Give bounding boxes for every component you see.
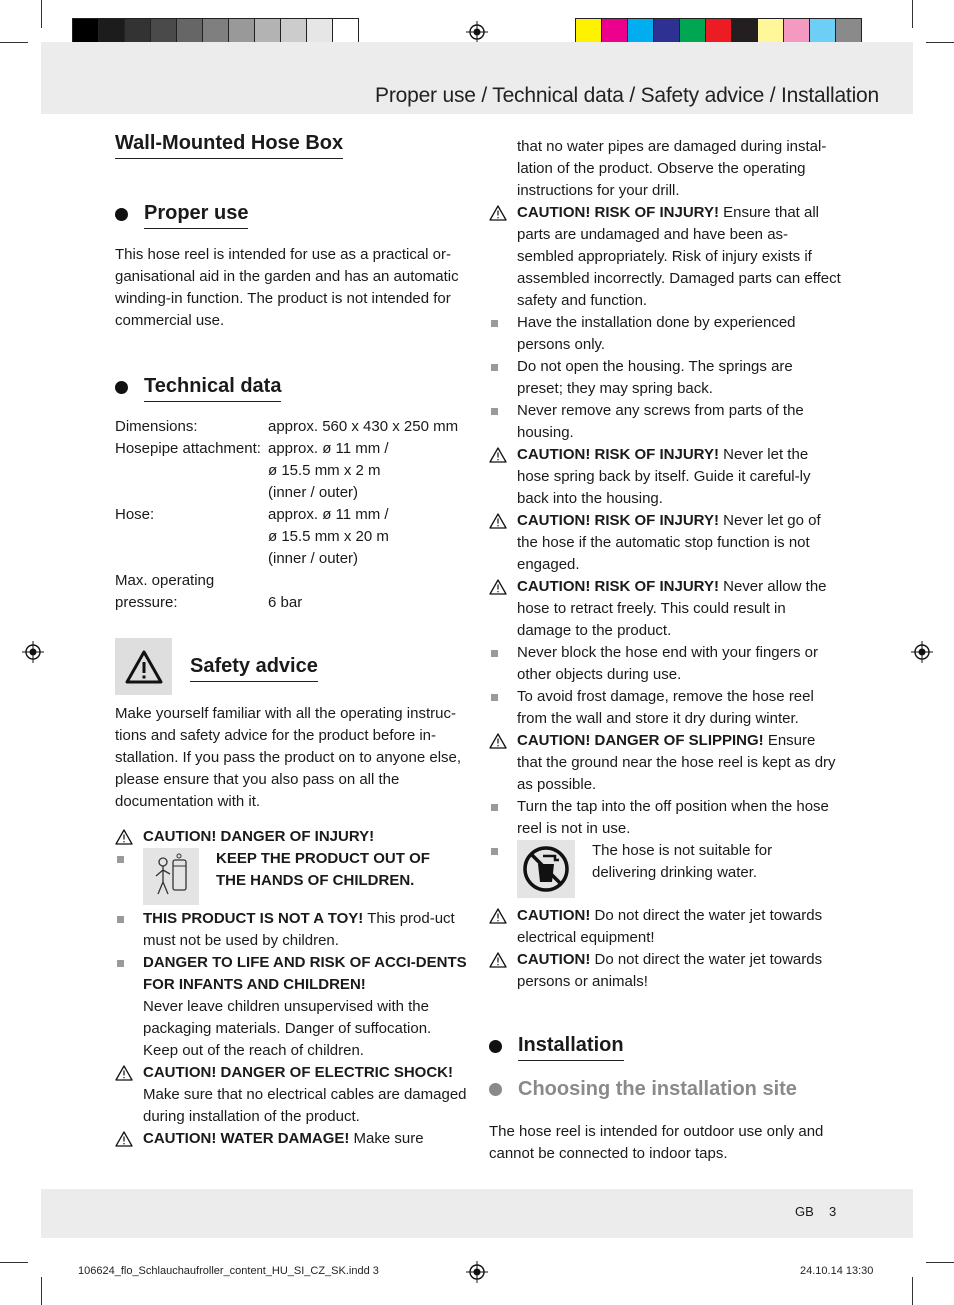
caution-persons-text: Do not direct the water jet towards persons or animals! xyxy=(517,951,823,990)
water-damage-warning xyxy=(115,1128,467,1150)
item-text: Do not open the housing. The springs are preset; they may spring back. xyxy=(517,358,793,397)
tech-value: approx. ø 11 mm / xyxy=(268,440,389,457)
list-square-icon xyxy=(491,694,498,701)
technical-data-title: Technical data xyxy=(144,372,281,402)
warning-triangle-icon xyxy=(115,826,133,848)
list-square-icon xyxy=(491,320,498,327)
slug-filename: 106624_flo_Schlauchaufroller_content_HU_SI_CZ_SK.indd 3 xyxy=(78,1265,379,1277)
tech-value: (inner / outer) xyxy=(268,484,359,501)
warning-triangle-icon xyxy=(115,1128,133,1150)
warning-triangle-icon xyxy=(489,510,507,532)
caution-electrical-warning xyxy=(489,905,841,949)
tech-value: approx. ø 11 mm / xyxy=(268,506,389,523)
warning-item xyxy=(489,510,841,576)
registration-mark-icon xyxy=(466,1261,488,1283)
crop-mark xyxy=(0,1262,28,1263)
item-text: Never allow the hose to retract freely. This could result in damage to the product. xyxy=(517,578,827,639)
crop-mark xyxy=(912,1277,913,1305)
installation-heading xyxy=(489,1031,841,1061)
safety-advice-title: Safety advice xyxy=(190,652,318,682)
technical-data-heading xyxy=(115,372,467,402)
warning-bold: CAUTION! DANGER OF SLIPPING! xyxy=(517,732,764,749)
tech-value: 6 bar xyxy=(268,594,303,611)
list-item xyxy=(489,400,841,444)
list-square-icon xyxy=(117,856,124,863)
caution-persons-warning xyxy=(489,949,841,993)
crop-mark xyxy=(41,1277,42,1305)
tech-label: Max. operating xyxy=(115,572,215,589)
right-items-list xyxy=(489,202,841,840)
tech-label: Hose: xyxy=(115,506,155,523)
list-square-icon xyxy=(491,408,498,415)
child-warning-icon xyxy=(143,848,199,905)
electric-shock-warning xyxy=(115,1062,467,1128)
caution-persons-bold: CAUTION! xyxy=(517,951,591,968)
crop-mark xyxy=(926,42,954,43)
list-square-icon xyxy=(491,650,498,657)
section-bullet-icon xyxy=(489,1040,502,1053)
item-text: Never let the hose spring back by itself. Guide it careful-ly back into the housing. xyxy=(517,446,811,507)
tech-label xyxy=(115,548,268,570)
water-bold: CAUTION! WATER DAMAGE! xyxy=(143,1130,350,1147)
caution-electrical-bold: CAUTION! xyxy=(517,907,591,924)
tech-value xyxy=(268,570,468,592)
list-square-icon xyxy=(491,364,498,371)
page-number: 3 xyxy=(829,1204,837,1219)
installation-site-heading xyxy=(489,1075,841,1104)
installation-site-title: Choosing the installation site xyxy=(518,1078,797,1100)
water-text: Make sure xyxy=(349,1130,424,1147)
tech-value: (inner / outer) xyxy=(268,550,359,567)
installation-title: Installation xyxy=(518,1031,624,1061)
crop-mark xyxy=(926,1262,954,1263)
item-text: Never let go of the hose if the automatic stop function is not engaged. xyxy=(517,512,821,573)
continued-text: that no water pipes are damaged during instal-lation of the product. Observe the operating instructions for your drill. xyxy=(517,138,827,199)
technical-data-table xyxy=(115,416,467,614)
danger-injury-warning xyxy=(115,826,467,848)
safety-advice-heading xyxy=(115,638,467,695)
tech-label: pressure: xyxy=(115,594,178,611)
item-text: Ensure that all parts are undamaged and have been as-sembled appropriately. Risk of injury exists if assembled incorrectly. Damaged parts can effect safety and function. xyxy=(517,204,841,309)
warning-triangle-icon xyxy=(489,905,507,927)
item-text: Never block the hose end with your fingers or other objects during use. xyxy=(517,644,818,683)
slug-date: 24.10.14 13:30 xyxy=(800,1265,874,1277)
proper-use-title: Proper use xyxy=(144,199,248,229)
warning-item xyxy=(489,730,841,796)
crop-mark xyxy=(41,0,42,28)
page-header-title: Proper use / Technical data / Safety advice / Installation xyxy=(375,84,879,107)
left-column xyxy=(115,130,467,1150)
warning-triangle-icon xyxy=(489,202,507,224)
list-square-icon xyxy=(491,848,498,855)
crop-mark xyxy=(0,42,28,43)
warning-bold: CAUTION! RISK OF INJURY! xyxy=(517,578,719,595)
keep-out-of-children-item xyxy=(115,848,467,905)
electric-text: Make sure that no electrical cables are damaged during installation of the product. xyxy=(143,1086,467,1125)
section-bullet-icon xyxy=(115,208,128,221)
item-text: Ensure that the ground near the hose reel is kept as dry as possible. xyxy=(517,732,836,793)
warning-triangle-icon xyxy=(489,444,507,466)
list-item xyxy=(489,686,841,730)
drinking-water-item xyxy=(489,840,841,898)
warning-item xyxy=(489,444,841,510)
warning-item xyxy=(489,202,841,312)
item-text: Turn the tap into the off position when the hose reel is not in use. xyxy=(517,798,829,837)
warning-triangle-icon xyxy=(489,730,507,752)
warning-bold: CAUTION! RISK OF INJURY! xyxy=(517,512,719,529)
safety-intro-text: Make yourself familiar with all the operating instruc-tions and safety advice for the product before in-stallation. If you pass the product on to anyone else, please ensure that you also pass on all the documentation with it. xyxy=(115,705,462,810)
footer-band xyxy=(41,1189,913,1238)
warning-bold: CAUTION! RISK OF INJURY! xyxy=(517,204,719,221)
drinking-water-text: The hose is not suitable for delivering drinking water. xyxy=(592,842,773,881)
danger-life-bold: DANGER TO LIFE AND RISK OF ACCI-DENTS FOR INFANTS AND CHILDREN! xyxy=(143,954,467,993)
list-item xyxy=(489,356,841,400)
tech-value: ø 15.5 mm x 20 m xyxy=(268,528,389,545)
list-item xyxy=(489,796,841,840)
crop-mark xyxy=(912,0,913,28)
danger-life-text: Never leave children unsupervised with the packaging materials. Danger of suffocation. Keep out of the reach of children. xyxy=(143,998,432,1059)
warning-triangle-icon xyxy=(489,949,507,971)
tech-label xyxy=(115,460,268,482)
item-text: To avoid frost damage, remove the hose reel from the wall and store it dry during winter. xyxy=(517,688,814,727)
keep-out-label: KEEP THE PRODUCT OUT OF THE HANDS OF CHILDREN. xyxy=(216,850,430,889)
footer-language: GB xyxy=(795,1204,814,1219)
warning-triangle-icon xyxy=(489,576,507,598)
tech-value: approx. 560 x 430 x 250 mm xyxy=(268,418,459,435)
registration-mark-icon xyxy=(911,641,933,663)
proper-use-text: This hose reel is intended for use as a practical or-ganisational aid in the garden and has an automatic winding-in function. The product is not intended for commercial use. xyxy=(115,246,459,329)
proper-use-heading xyxy=(115,199,467,229)
right-column xyxy=(489,136,841,1165)
item-text: Have the installation done by experienced persons only. xyxy=(517,314,796,353)
warning-sign-icon xyxy=(115,638,172,695)
installation-site-text: The hose reel is intended for outdoor use only and cannot be connected to indoor taps. xyxy=(489,1123,824,1162)
not-toy-item xyxy=(115,908,467,952)
list-square-icon xyxy=(117,916,124,923)
tech-label xyxy=(115,482,268,504)
danger-injury-label: CAUTION! DANGER OF INJURY! xyxy=(143,828,375,845)
warning-bold: CAUTION! RISK OF INJURY! xyxy=(517,446,719,463)
list-item xyxy=(489,642,841,686)
tech-label xyxy=(115,526,268,548)
not-toy-bold: THIS PRODUCT IS NOT A TOY! xyxy=(143,910,364,927)
document-title: Wall-Mounted Hose Box xyxy=(115,130,343,159)
section-bullet-icon xyxy=(489,1083,502,1096)
section-bullet-icon xyxy=(115,381,128,394)
warning-item xyxy=(489,576,841,642)
danger-life-item xyxy=(115,952,467,1062)
tech-label: Hosepipe attachment: xyxy=(115,440,261,457)
list-item xyxy=(489,312,841,356)
registration-mark-icon xyxy=(466,21,488,43)
electric-bold: CAUTION! DANGER OF ELECTRIC SHOCK! xyxy=(143,1064,453,1081)
item-text: Never remove any screws from parts of the housing. xyxy=(517,402,804,441)
list-square-icon xyxy=(491,804,498,811)
registration-mark-icon xyxy=(22,641,44,663)
caution-electrical-text: Do not direct the water jet towards electrical equipment! xyxy=(517,907,823,946)
tech-value: ø 15.5 mm x 2 m xyxy=(268,462,381,479)
tech-label: Dimensions: xyxy=(115,418,198,435)
warning-triangle-icon xyxy=(115,1062,133,1084)
not-toy-text: This prod-uct must not be used by children. xyxy=(143,910,455,949)
no-drinking-water-icon xyxy=(517,840,575,898)
list-square-icon xyxy=(117,960,124,967)
